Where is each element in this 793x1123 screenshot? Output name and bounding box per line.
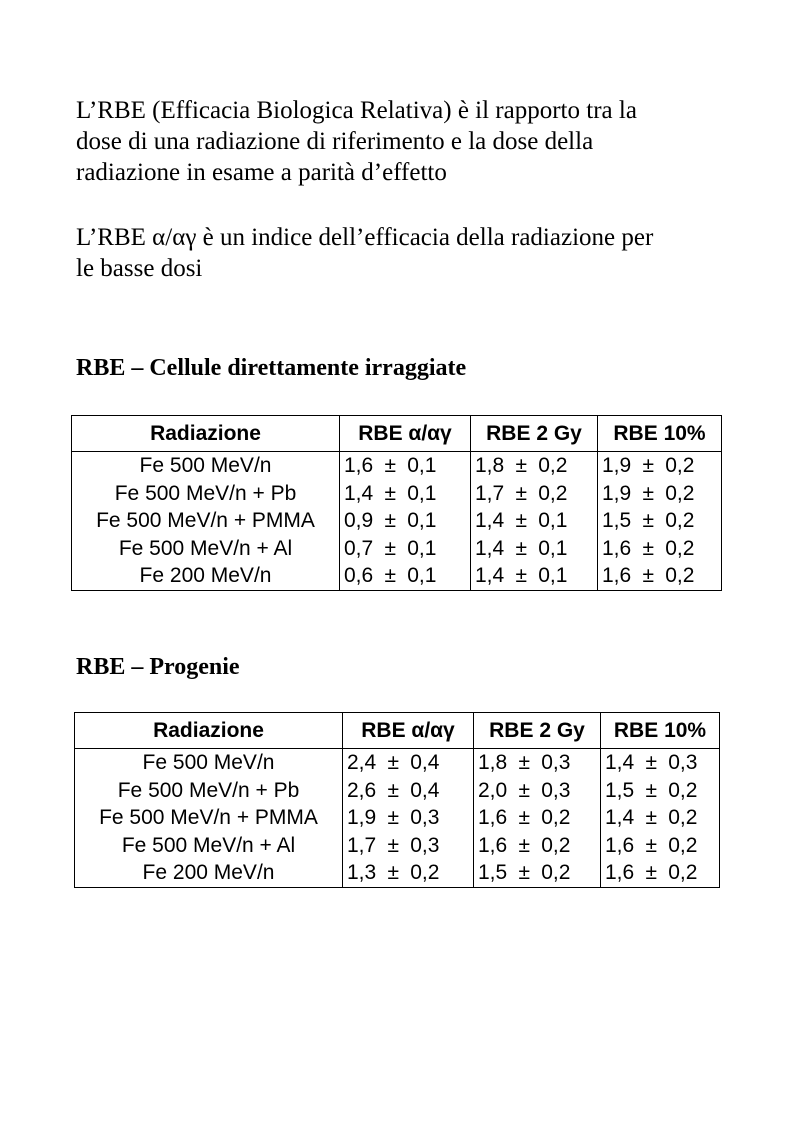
- cell-radiazione: Fe 500 MeV/n + PMMA: [75, 804, 343, 832]
- value-mean: 1,5: [602, 509, 632, 532]
- plus-minus-sign: ±: [384, 454, 396, 477]
- cell-value: [601, 804, 720, 832]
- plus-minus-sign: ±: [642, 536, 654, 560]
- cell-value: [601, 777, 720, 805]
- value-error: 0,2: [665, 481, 695, 505]
- value-mean: 1,5: [478, 861, 508, 884]
- plus-minus-sign: ±: [387, 861, 399, 884]
- table-row: [72, 480, 722, 508]
- cell-value: [598, 535, 722, 563]
- rbe-table-progeny: [74, 712, 720, 888]
- section-title-progeny: RBE – Progenie: [76, 654, 240, 680]
- cell-value: [598, 480, 722, 508]
- value-mean: 1,6: [602, 536, 632, 560]
- value-error: 0,2: [668, 833, 698, 857]
- cell-value: [340, 535, 471, 563]
- value-error: 0,3: [410, 806, 440, 829]
- plus-minus-sign: ±: [518, 833, 530, 857]
- value-error: 0,1: [407, 454, 437, 477]
- value-error: 0,3: [541, 751, 571, 774]
- value-mean: 1,9: [602, 454, 632, 477]
- cell-value: [340, 562, 471, 590]
- text-line: dose di una radiazione di riferimento e la dose della: [76, 128, 594, 155]
- value-mean: 0,7: [344, 536, 374, 560]
- value-mean: 1,6: [605, 861, 635, 884]
- cell-value: [474, 804, 601, 832]
- column-header-rbe-10: RBE 10%: [601, 713, 720, 749]
- plus-minus-sign: ±: [645, 806, 657, 829]
- value-mean: 1,8: [475, 454, 505, 477]
- plus-minus-sign: ±: [518, 861, 530, 884]
- plus-minus-sign: ±: [387, 806, 399, 829]
- value-mean: 0,9: [344, 509, 374, 532]
- value-error: 0,2: [665, 536, 695, 560]
- cell-radiazione: Fe 500 MeV/n + Pb: [75, 777, 343, 805]
- value-error: 0,2: [665, 509, 695, 532]
- value-error: 0,4: [410, 751, 440, 774]
- cell-value: [474, 832, 601, 860]
- value-error: 0,2: [541, 861, 571, 884]
- value-mean: 1,6: [605, 833, 635, 857]
- value-mean: 1,7: [475, 481, 505, 505]
- value-error: 0,1: [538, 536, 568, 560]
- value-mean: 1,7: [347, 833, 377, 857]
- cell-value: [340, 452, 471, 480]
- cell-value: [601, 832, 720, 860]
- value-mean: 1,4: [605, 806, 635, 829]
- cell-value: [343, 804, 474, 832]
- plus-minus-sign: ±: [645, 778, 657, 802]
- cell-radiazione: Fe 500 MeV/n: [72, 452, 340, 480]
- plus-minus-sign: ±: [515, 509, 527, 532]
- value-error: 0,2: [538, 481, 568, 505]
- value-mean: 0,6: [344, 564, 374, 587]
- plus-minus-sign: ±: [645, 861, 657, 884]
- value-error: 0,3: [541, 778, 571, 802]
- value-error: 0,2: [541, 833, 571, 857]
- value-error: 0,1: [407, 564, 437, 587]
- cell-value: [340, 507, 471, 535]
- intro-paragraph-definition: [76, 95, 756, 188]
- value-mean: 1,6: [478, 833, 508, 857]
- cell-value: [340, 480, 471, 508]
- plus-minus-sign: ±: [515, 564, 527, 587]
- column-header-rbe-alpha: RBE α/αγ: [343, 713, 474, 749]
- plus-minus-sign: ±: [645, 751, 657, 774]
- text-line: le basse dosi: [76, 255, 203, 282]
- table-row: [75, 749, 720, 777]
- value-mean: 2,6: [347, 778, 377, 802]
- table-body: [72, 452, 722, 591]
- cell-value: [598, 452, 722, 480]
- cell-value: [471, 452, 598, 480]
- cell-value: [598, 562, 722, 590]
- value-error: 0,2: [668, 861, 698, 884]
- text-line: radiazione in esame a parità d’effetto: [76, 159, 447, 186]
- plus-minus-sign: ±: [384, 536, 396, 560]
- cell-radiazione: Fe 500 MeV/n + Al: [75, 832, 343, 860]
- rbe-table-irradiated-cells: [71, 415, 722, 591]
- column-header-rbe-2gy: RBE 2 Gy: [471, 416, 598, 452]
- cell-value: [474, 777, 601, 805]
- cell-value: [343, 749, 474, 777]
- value-mean: 1,9: [347, 806, 377, 829]
- cell-value: [474, 859, 601, 887]
- column-header-rbe-10: RBE 10%: [598, 416, 722, 452]
- value-error: 0,1: [407, 481, 437, 505]
- plus-minus-sign: ±: [384, 481, 396, 505]
- plus-minus-sign: ±: [515, 481, 527, 505]
- cell-radiazione: Fe 500 MeV/n + PMMA: [72, 507, 340, 535]
- plus-minus-sign: ±: [515, 536, 527, 560]
- value-error: 0,2: [668, 778, 698, 802]
- plus-minus-sign: ±: [387, 833, 399, 857]
- cell-value: [471, 480, 598, 508]
- cell-radiazione: Fe 500 MeV/n + Al: [72, 535, 340, 563]
- value-error: 0,2: [410, 861, 440, 884]
- table-row: [75, 832, 720, 860]
- plus-minus-sign: ±: [384, 509, 396, 532]
- table-row: [75, 804, 720, 832]
- value-error: 0,1: [407, 509, 437, 532]
- plus-minus-sign: ±: [387, 751, 399, 774]
- plus-minus-sign: ±: [642, 564, 654, 587]
- value-error: 0,1: [538, 509, 568, 532]
- value-mean: 1,3: [347, 861, 377, 884]
- cell-value: [471, 507, 598, 535]
- table-row: [72, 562, 722, 590]
- table-row: [72, 452, 722, 480]
- value-mean: 1,6: [602, 564, 632, 587]
- value-mean: 1,4: [344, 481, 374, 505]
- text-line: L’RBE (Efficacia Biologica Relativa) è il rapporto tra la: [76, 97, 637, 124]
- cell-value: [474, 749, 601, 777]
- cell-value: [343, 777, 474, 805]
- value-mean: 1,4: [605, 751, 635, 774]
- value-error: 0,3: [668, 751, 698, 774]
- column-header-radiazione: Radiazione: [75, 713, 343, 749]
- column-header-radiazione: Radiazione: [72, 416, 340, 452]
- value-mean: 1,6: [344, 454, 374, 477]
- cell-value: [471, 562, 598, 590]
- value-mean: 1,9: [602, 481, 632, 505]
- plus-minus-sign: ±: [515, 454, 527, 477]
- value-mean: 2,4: [347, 751, 377, 774]
- plus-minus-sign: ±: [518, 778, 530, 802]
- plus-minus-sign: ±: [384, 564, 396, 587]
- value-error: 0,2: [538, 454, 568, 477]
- cell-value: [601, 859, 720, 887]
- table-header-row: [72, 416, 722, 452]
- table-row: [75, 859, 720, 887]
- value-mean: 2,0: [478, 778, 508, 802]
- plus-minus-sign: ±: [645, 833, 657, 857]
- value-error: 0,1: [538, 564, 568, 587]
- value-error: 0,2: [665, 564, 695, 587]
- plus-minus-sign: ±: [642, 481, 654, 505]
- plus-minus-sign: ±: [387, 778, 399, 802]
- value-mean: 1,4: [475, 536, 505, 560]
- table-row: [72, 535, 722, 563]
- plus-minus-sign: ±: [518, 751, 530, 774]
- value-error: 0,4: [410, 778, 440, 802]
- value-error: 0,2: [541, 806, 571, 829]
- plus-minus-sign: ±: [642, 509, 654, 532]
- plus-minus-sign: ±: [518, 806, 530, 829]
- value-error: 0,1: [407, 536, 437, 560]
- section-title-irradiated-cells: RBE – Cellule direttamente irraggiate: [76, 355, 467, 381]
- column-header-rbe-2gy: RBE 2 Gy: [474, 713, 601, 749]
- cell-value: [601, 749, 720, 777]
- cell-value: [343, 859, 474, 887]
- table-row: [72, 507, 722, 535]
- cell-value: [598, 507, 722, 535]
- value-error: 0,2: [665, 454, 695, 477]
- intro-paragraph-alpha-index: [76, 222, 756, 284]
- cell-value: [471, 535, 598, 563]
- value-mean: 1,8: [478, 751, 508, 774]
- cell-value: [343, 832, 474, 860]
- value-mean: 1,6: [478, 806, 508, 829]
- value-error: 0,2: [668, 806, 698, 829]
- value-error: 0,3: [410, 833, 440, 857]
- cell-radiazione: Fe 500 MeV/n: [75, 749, 343, 777]
- value-mean: 1,4: [475, 509, 505, 532]
- table-row: [75, 777, 720, 805]
- cell-radiazione: Fe 200 MeV/n: [75, 859, 343, 887]
- table-body: [75, 749, 720, 888]
- cell-radiazione: Fe 500 MeV/n + Pb: [72, 480, 340, 508]
- table-header-row: [75, 713, 720, 749]
- column-header-rbe-alpha: RBE α/αγ: [340, 416, 471, 452]
- value-mean: 1,4: [475, 564, 505, 587]
- text-line: L’RBE α/αγ è un indice dell’efficacia della radiazione per: [76, 224, 654, 251]
- plus-minus-sign: ±: [642, 454, 654, 477]
- value-mean: 1,5: [605, 778, 635, 802]
- cell-radiazione: Fe 200 MeV/n: [72, 562, 340, 590]
